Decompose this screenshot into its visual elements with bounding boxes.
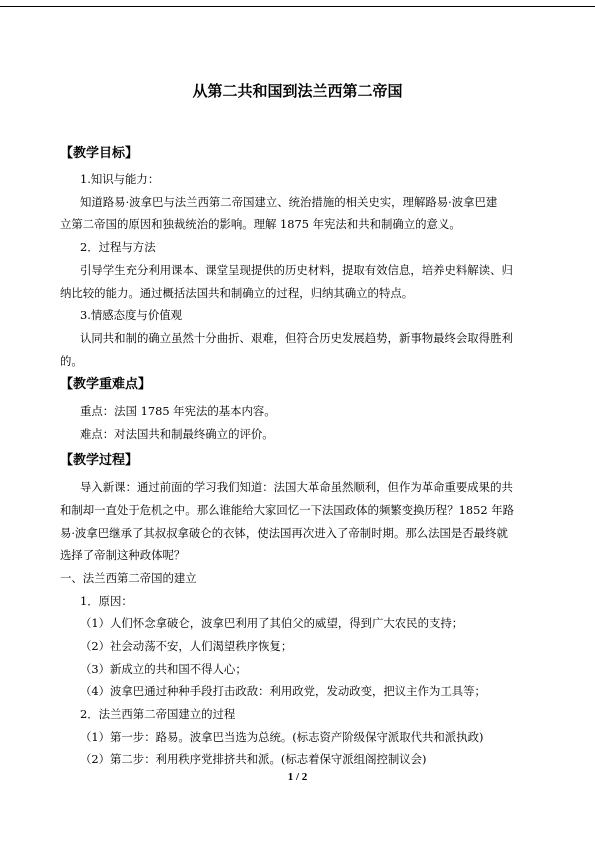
key-difficulty: 难点：对法国共和制最终确立的评价。 bbox=[80, 427, 274, 441]
goal-heading-values: 3.情感态度与价值观 bbox=[80, 308, 182, 322]
reason-item: （2）社会动荡不安，人们渴望秩序恢复； bbox=[80, 639, 293, 653]
header-rule bbox=[0, 6, 595, 7]
goal-text-line: 的。 bbox=[60, 354, 83, 368]
intro-line: 导入新课：通过前面的学习我们知道：法国大革命虽然顺利，但作为革命重要成果的共 bbox=[80, 480, 513, 494]
intro-line: 易·波拿巴继承了其叔叔拿破仑的衣钵，使法国再次进入了帝制时期。那么法国是否最终就 bbox=[60, 526, 508, 540]
reason-item: （3）新成立的共和国不得人心； bbox=[80, 662, 247, 676]
intro-line: 和制却一直处于危机之中。那么谁能给大家回忆一下法国政体的频繁变换历程？1852 年路 bbox=[60, 503, 515, 517]
reason-item: （1）人们怀念拿破仑，波拿巴利用了其伯父的威望，得到广大农民的支持； bbox=[80, 616, 464, 630]
section-heading-key-points: 【教学重难点】 bbox=[60, 377, 152, 392]
section-heading-goals: 【教学目标】 bbox=[60, 146, 139, 161]
goal-text-line: 引导学生充分利用课本、课堂呈现提供的历史材料，提取有效信息，培养史料解读、归 bbox=[80, 263, 513, 277]
key-focus: 重点：法国 1785 年宪法的基本内容。 bbox=[80, 404, 276, 418]
section-heading-process: 【教学过程】 bbox=[60, 453, 139, 468]
intro-line: 选择了帝制这种政体呢？ bbox=[60, 548, 186, 562]
page-number: 1 / 2 bbox=[287, 771, 308, 783]
subheading-process: 2．法兰西第二帝国建立的过程 bbox=[80, 707, 236, 721]
step-item: （2）第二步：利用秩序党排挤共和派。(标志着保守派组阁控制议会) bbox=[80, 752, 427, 766]
subheading-reasons: 1．原因： bbox=[80, 594, 133, 608]
document-title: 从第二共和国到法兰西第二帝国 bbox=[192, 82, 403, 100]
goal-text-line: 知道路易·波拿巴与法兰西第二帝国建立、统治措施的相关史实，理解路易·波拿巴建 bbox=[80, 195, 498, 209]
reason-item: （4）波拿巴通过种种手段打击政敌：利用政党，发动政变，把议主作为工具等； bbox=[80, 684, 486, 698]
goal-text-line: 纳比较的能力。通过概括法国共和制确立的过程，归纳其确立的特点。 bbox=[60, 286, 414, 300]
goal-text-line: 立第二帝国的原因和独裁统治的影响。理解 1875 年宪法和共和制确立的意义。 bbox=[60, 217, 461, 231]
goal-text-line: 认同共和制的确立虽然十分曲折、艰难，但符合历史发展趋势，新事物最终会取得胜利 bbox=[80, 331, 513, 345]
goal-heading-knowledge: 1.知识与能力： bbox=[80, 172, 160, 186]
goal-heading-method: 2．过程与方法 bbox=[80, 240, 156, 254]
part-heading: 一、法兰西第二帝国的建立 bbox=[60, 571, 197, 585]
step-item: （1）第一步：路易。波拿巴当选为总统。(标志资产阶级保守派取代共和派执政) bbox=[80, 730, 484, 744]
